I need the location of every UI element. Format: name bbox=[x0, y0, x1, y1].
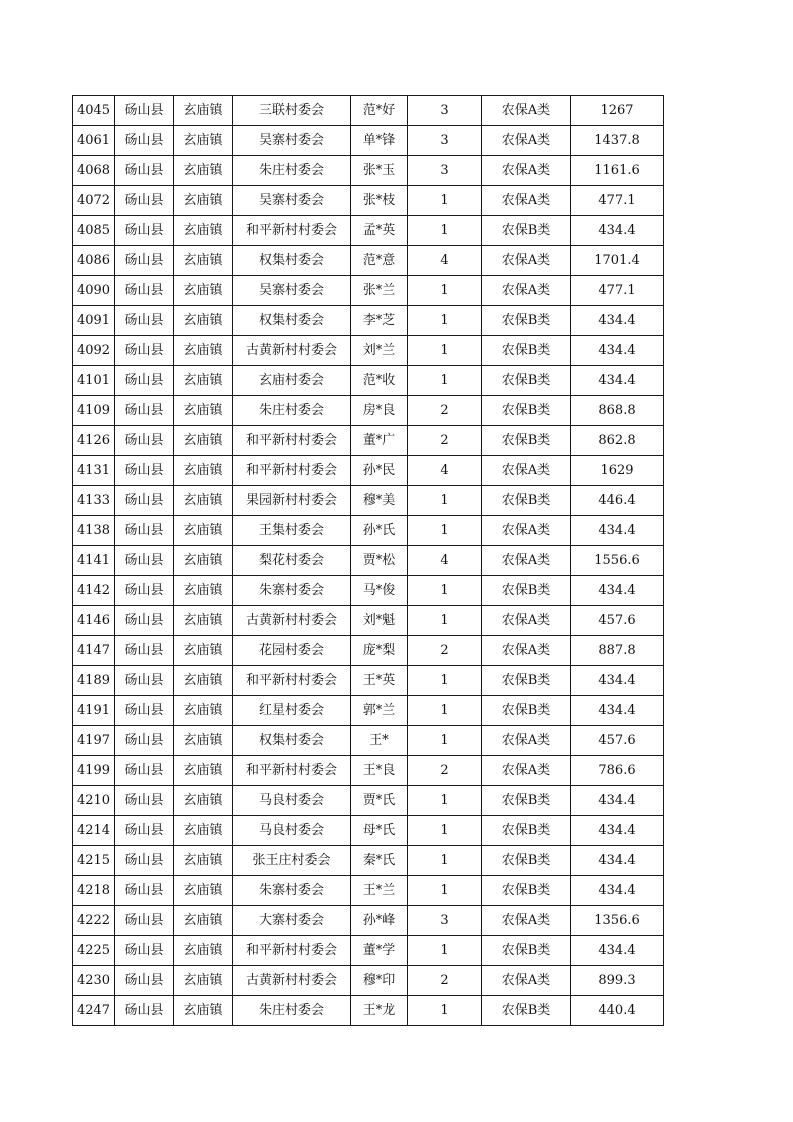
village-cell: 朱庄村委会 bbox=[233, 996, 351, 1026]
record-id-cell: 4126 bbox=[73, 426, 115, 456]
village-cell: 古黄新村村委会 bbox=[233, 336, 351, 366]
table-row bbox=[73, 516, 664, 546]
county-cell: 砀山县 bbox=[115, 366, 174, 396]
household-size-cell: 2 bbox=[408, 396, 482, 426]
name-cell: 郭*兰 bbox=[351, 696, 408, 726]
village-cell: 红星村委会 bbox=[233, 696, 351, 726]
record-id-cell: 4141 bbox=[73, 546, 115, 576]
table-row bbox=[73, 936, 664, 966]
county-cell: 砀山县 bbox=[115, 186, 174, 216]
name-cell: 穆*美 bbox=[351, 486, 408, 516]
amount-cell: 1161.6 bbox=[571, 156, 664, 186]
name-cell: 张*枝 bbox=[351, 186, 408, 216]
household-size-cell: 4 bbox=[408, 546, 482, 576]
amount-cell: 446.4 bbox=[571, 486, 664, 516]
village-cell: 和平新村村委会 bbox=[233, 666, 351, 696]
record-id-cell: 4218 bbox=[73, 876, 115, 906]
table-row bbox=[73, 846, 664, 876]
county-cell: 砀山县 bbox=[115, 306, 174, 336]
record-id-cell: 4199 bbox=[73, 756, 115, 786]
town-cell: 玄庙镇 bbox=[174, 966, 233, 996]
town-cell: 玄庙镇 bbox=[174, 456, 233, 486]
category-cell: 农保B类 bbox=[482, 666, 571, 696]
name-cell: 范*好 bbox=[351, 96, 408, 126]
town-cell: 玄庙镇 bbox=[174, 666, 233, 696]
category-cell: 农保B类 bbox=[482, 216, 571, 246]
table-row bbox=[73, 636, 664, 666]
amount-cell: 457.6 bbox=[571, 726, 664, 756]
county-cell: 砀山县 bbox=[115, 786, 174, 816]
name-cell: 刘*兰 bbox=[351, 336, 408, 366]
amount-cell: 786.6 bbox=[571, 756, 664, 786]
town-cell: 玄庙镇 bbox=[174, 786, 233, 816]
table-row bbox=[73, 96, 664, 126]
record-id-cell: 4072 bbox=[73, 186, 115, 216]
table-row bbox=[73, 726, 664, 756]
record-id-cell: 4215 bbox=[73, 846, 115, 876]
household-size-cell: 2 bbox=[408, 426, 482, 456]
household-size-cell: 2 bbox=[408, 756, 482, 786]
table-row bbox=[73, 906, 664, 936]
table-row bbox=[73, 546, 664, 576]
town-cell: 玄庙镇 bbox=[174, 126, 233, 156]
name-cell: 董*广 bbox=[351, 426, 408, 456]
household-size-cell: 1 bbox=[408, 696, 482, 726]
county-cell: 砀山县 bbox=[115, 876, 174, 906]
amount-cell: 434.4 bbox=[571, 306, 664, 336]
county-cell: 砀山县 bbox=[115, 636, 174, 666]
town-cell: 玄庙镇 bbox=[174, 576, 233, 606]
table-row bbox=[73, 186, 664, 216]
name-cell: 孙*峰 bbox=[351, 906, 408, 936]
table-row bbox=[73, 786, 664, 816]
household-size-cell: 1 bbox=[408, 366, 482, 396]
name-cell: 庞*梨 bbox=[351, 636, 408, 666]
town-cell: 玄庙镇 bbox=[174, 516, 233, 546]
household-size-cell: 4 bbox=[408, 246, 482, 276]
record-id-cell: 4068 bbox=[73, 156, 115, 186]
category-cell: 农保A类 bbox=[482, 126, 571, 156]
amount-cell: 887.8 bbox=[571, 636, 664, 666]
record-id-cell: 4197 bbox=[73, 726, 115, 756]
name-cell: 张*玉 bbox=[351, 156, 408, 186]
village-cell: 玄庙村委会 bbox=[233, 366, 351, 396]
household-size-cell: 1 bbox=[408, 606, 482, 636]
village-cell: 花园村委会 bbox=[233, 636, 351, 666]
household-size-cell: 1 bbox=[408, 786, 482, 816]
category-cell: 农保A类 bbox=[482, 546, 571, 576]
amount-cell: 434.4 bbox=[571, 786, 664, 816]
town-cell: 玄庙镇 bbox=[174, 336, 233, 366]
table-row bbox=[73, 156, 664, 186]
name-cell: 穆*印 bbox=[351, 966, 408, 996]
county-cell: 砀山县 bbox=[115, 336, 174, 366]
category-cell: 农保A类 bbox=[482, 96, 571, 126]
town-cell: 玄庙镇 bbox=[174, 216, 233, 246]
category-cell: 农保B类 bbox=[482, 396, 571, 426]
county-cell: 砀山县 bbox=[115, 906, 174, 936]
category-cell: 农保B类 bbox=[482, 306, 571, 336]
county-cell: 砀山县 bbox=[115, 426, 174, 456]
household-size-cell: 3 bbox=[408, 126, 482, 156]
county-cell: 砀山县 bbox=[115, 126, 174, 156]
category-cell: 农保B类 bbox=[482, 936, 571, 966]
category-cell: 农保A类 bbox=[482, 276, 571, 306]
name-cell: 范*收 bbox=[351, 366, 408, 396]
category-cell: 农保A类 bbox=[482, 246, 571, 276]
name-cell: 王* bbox=[351, 726, 408, 756]
name-cell: 董*学 bbox=[351, 936, 408, 966]
table-row bbox=[73, 426, 664, 456]
amount-cell: 477.1 bbox=[571, 276, 664, 306]
household-size-cell: 1 bbox=[408, 936, 482, 966]
category-cell: 农保A类 bbox=[482, 906, 571, 936]
village-cell: 王集村委会 bbox=[233, 516, 351, 546]
table-row bbox=[73, 756, 664, 786]
amount-cell: 1356.6 bbox=[571, 906, 664, 936]
household-size-cell: 1 bbox=[408, 846, 482, 876]
county-cell: 砀山县 bbox=[115, 396, 174, 426]
category-cell: 农保B类 bbox=[482, 876, 571, 906]
name-cell: 范*意 bbox=[351, 246, 408, 276]
amount-cell: 434.4 bbox=[571, 366, 664, 396]
county-cell: 砀山县 bbox=[115, 216, 174, 246]
county-cell: 砀山县 bbox=[115, 486, 174, 516]
category-cell: 农保B类 bbox=[482, 486, 571, 516]
name-cell: 贾*松 bbox=[351, 546, 408, 576]
name-cell: 马*俊 bbox=[351, 576, 408, 606]
table-row bbox=[73, 606, 664, 636]
category-cell: 农保B类 bbox=[482, 786, 571, 816]
record-id-cell: 4092 bbox=[73, 336, 115, 366]
amount-cell: 440.4 bbox=[571, 996, 664, 1026]
record-id-cell: 4061 bbox=[73, 126, 115, 156]
village-cell: 权集村委会 bbox=[233, 726, 351, 756]
amount-cell: 899.3 bbox=[571, 966, 664, 996]
amount-cell: 434.4 bbox=[571, 516, 664, 546]
household-size-cell: 1 bbox=[408, 726, 482, 756]
town-cell: 玄庙镇 bbox=[174, 486, 233, 516]
county-cell: 砀山县 bbox=[115, 936, 174, 966]
town-cell: 玄庙镇 bbox=[174, 546, 233, 576]
amount-cell: 1437.8 bbox=[571, 126, 664, 156]
town-cell: 玄庙镇 bbox=[174, 186, 233, 216]
table-row bbox=[73, 126, 664, 156]
record-id-cell: 4101 bbox=[73, 366, 115, 396]
town-cell: 玄庙镇 bbox=[174, 96, 233, 126]
village-cell: 古黄新村村委会 bbox=[233, 606, 351, 636]
village-cell: 朱庄村委会 bbox=[233, 156, 351, 186]
village-cell: 和平新村村委会 bbox=[233, 216, 351, 246]
name-cell: 孟*英 bbox=[351, 216, 408, 246]
name-cell: 王*兰 bbox=[351, 876, 408, 906]
record-id-cell: 4045 bbox=[73, 96, 115, 126]
name-cell: 王*英 bbox=[351, 666, 408, 696]
village-cell: 权集村委会 bbox=[233, 246, 351, 276]
table-row bbox=[73, 696, 664, 726]
county-cell: 砀山县 bbox=[115, 606, 174, 636]
category-cell: 农保B类 bbox=[482, 366, 571, 396]
amount-cell: 434.4 bbox=[571, 216, 664, 246]
amount-cell: 1556.6 bbox=[571, 546, 664, 576]
village-cell: 权集村委会 bbox=[233, 306, 351, 336]
household-size-cell: 3 bbox=[408, 156, 482, 186]
county-cell: 砀山县 bbox=[115, 816, 174, 846]
village-cell: 大寨村委会 bbox=[233, 906, 351, 936]
table-row bbox=[73, 366, 664, 396]
category-cell: 农保A类 bbox=[482, 636, 571, 666]
county-cell: 砀山县 bbox=[115, 666, 174, 696]
household-size-cell: 3 bbox=[408, 906, 482, 936]
household-size-cell: 1 bbox=[408, 876, 482, 906]
town-cell: 玄庙镇 bbox=[174, 996, 233, 1026]
county-cell: 砀山县 bbox=[115, 516, 174, 546]
table-row bbox=[73, 456, 664, 486]
record-id-cell: 4147 bbox=[73, 636, 115, 666]
household-size-cell: 1 bbox=[408, 816, 482, 846]
category-cell: 农保A类 bbox=[482, 456, 571, 486]
record-id-cell: 4189 bbox=[73, 666, 115, 696]
village-cell: 古黄新村村委会 bbox=[233, 966, 351, 996]
record-id-cell: 4109 bbox=[73, 396, 115, 426]
amount-cell: 434.4 bbox=[571, 336, 664, 366]
record-id-cell: 4225 bbox=[73, 936, 115, 966]
county-cell: 砀山县 bbox=[115, 246, 174, 276]
county-cell: 砀山县 bbox=[115, 966, 174, 996]
town-cell: 玄庙镇 bbox=[174, 396, 233, 426]
table-body bbox=[73, 96, 664, 1026]
village-cell: 朱寨村委会 bbox=[233, 576, 351, 606]
name-cell: 张*兰 bbox=[351, 276, 408, 306]
name-cell: 王*龙 bbox=[351, 996, 408, 1026]
table-row bbox=[73, 576, 664, 606]
amount-cell: 434.4 bbox=[571, 816, 664, 846]
household-size-cell: 1 bbox=[408, 666, 482, 696]
name-cell: 贾*氏 bbox=[351, 786, 408, 816]
amount-cell: 434.4 bbox=[571, 876, 664, 906]
record-id-cell: 4086 bbox=[73, 246, 115, 276]
record-id-cell: 4210 bbox=[73, 786, 115, 816]
category-cell: 农保B类 bbox=[482, 576, 571, 606]
county-cell: 砀山县 bbox=[115, 546, 174, 576]
village-cell: 吴寨村委会 bbox=[233, 126, 351, 156]
household-size-cell: 1 bbox=[408, 486, 482, 516]
table-row bbox=[73, 306, 664, 336]
table-row bbox=[73, 396, 664, 426]
name-cell: 房*良 bbox=[351, 396, 408, 426]
household-size-cell: 2 bbox=[408, 966, 482, 996]
name-cell: 单*锋 bbox=[351, 126, 408, 156]
village-cell: 和平新村村委会 bbox=[233, 756, 351, 786]
table-row bbox=[73, 336, 664, 366]
category-cell: 农保B类 bbox=[482, 846, 571, 876]
table-row bbox=[73, 246, 664, 276]
village-cell: 张王庄村委会 bbox=[233, 846, 351, 876]
town-cell: 玄庙镇 bbox=[174, 306, 233, 336]
record-id-cell: 4085 bbox=[73, 216, 115, 246]
county-cell: 砀山县 bbox=[115, 846, 174, 876]
village-cell: 梨花村委会 bbox=[233, 546, 351, 576]
category-cell: 农保A类 bbox=[482, 606, 571, 636]
category-cell: 农保A类 bbox=[482, 156, 571, 186]
amount-cell: 862.8 bbox=[571, 426, 664, 456]
amount-cell: 1629 bbox=[571, 456, 664, 486]
table-row bbox=[73, 876, 664, 906]
category-cell: 农保B类 bbox=[482, 696, 571, 726]
amount-cell: 1267 bbox=[571, 96, 664, 126]
village-cell: 三联村委会 bbox=[233, 96, 351, 126]
village-cell: 和平新村村委会 bbox=[233, 936, 351, 966]
name-cell: 刘*魁 bbox=[351, 606, 408, 636]
town-cell: 玄庙镇 bbox=[174, 726, 233, 756]
town-cell: 玄庙镇 bbox=[174, 426, 233, 456]
record-id-cell: 4091 bbox=[73, 306, 115, 336]
table-row bbox=[73, 666, 664, 696]
category-cell: 农保A类 bbox=[482, 756, 571, 786]
record-id-cell: 4138 bbox=[73, 516, 115, 546]
category-cell: 农保B类 bbox=[482, 336, 571, 366]
county-cell: 砀山县 bbox=[115, 96, 174, 126]
table-row bbox=[73, 486, 664, 516]
name-cell: 母*氏 bbox=[351, 816, 408, 846]
record-id-cell: 4214 bbox=[73, 816, 115, 846]
record-id-cell: 4222 bbox=[73, 906, 115, 936]
town-cell: 玄庙镇 bbox=[174, 636, 233, 666]
category-cell: 农保B类 bbox=[482, 426, 571, 456]
town-cell: 玄庙镇 bbox=[174, 816, 233, 846]
category-cell: 农保A类 bbox=[482, 516, 571, 546]
household-size-cell: 1 bbox=[408, 276, 482, 306]
household-size-cell: 1 bbox=[408, 576, 482, 606]
household-size-cell: 2 bbox=[408, 636, 482, 666]
household-size-cell: 1 bbox=[408, 996, 482, 1026]
village-cell: 吴寨村委会 bbox=[233, 276, 351, 306]
county-cell: 砀山县 bbox=[115, 276, 174, 306]
village-cell: 和平新村村委会 bbox=[233, 456, 351, 486]
data-table bbox=[72, 95, 664, 1026]
record-id-cell: 4230 bbox=[73, 966, 115, 996]
village-cell: 果园新村村委会 bbox=[233, 486, 351, 516]
county-cell: 砀山县 bbox=[115, 576, 174, 606]
amount-cell: 434.4 bbox=[571, 696, 664, 726]
household-size-cell: 1 bbox=[408, 186, 482, 216]
record-id-cell: 4142 bbox=[73, 576, 115, 606]
household-size-cell: 4 bbox=[408, 456, 482, 486]
town-cell: 玄庙镇 bbox=[174, 276, 233, 306]
county-cell: 砀山县 bbox=[115, 696, 174, 726]
record-id-cell: 4131 bbox=[73, 456, 115, 486]
table-row bbox=[73, 816, 664, 846]
record-id-cell: 4146 bbox=[73, 606, 115, 636]
town-cell: 玄庙镇 bbox=[174, 876, 233, 906]
village-cell: 马良村委会 bbox=[233, 786, 351, 816]
town-cell: 玄庙镇 bbox=[174, 156, 233, 186]
amount-cell: 477.1 bbox=[571, 186, 664, 216]
household-size-cell: 1 bbox=[408, 336, 482, 366]
amount-cell: 434.4 bbox=[571, 846, 664, 876]
record-id-cell: 4133 bbox=[73, 486, 115, 516]
category-cell: 农保A类 bbox=[482, 726, 571, 756]
town-cell: 玄庙镇 bbox=[174, 366, 233, 396]
village-cell: 吴寨村委会 bbox=[233, 186, 351, 216]
village-cell: 朱寨村委会 bbox=[233, 876, 351, 906]
county-cell: 砀山县 bbox=[115, 756, 174, 786]
category-cell: 农保B类 bbox=[482, 996, 571, 1026]
table-row bbox=[73, 996, 664, 1026]
record-id-cell: 4090 bbox=[73, 276, 115, 306]
town-cell: 玄庙镇 bbox=[174, 936, 233, 966]
amount-cell: 457.6 bbox=[571, 606, 664, 636]
town-cell: 玄庙镇 bbox=[174, 906, 233, 936]
table-row bbox=[73, 216, 664, 246]
name-cell: 李*芝 bbox=[351, 306, 408, 336]
town-cell: 玄庙镇 bbox=[174, 846, 233, 876]
amount-cell: 434.4 bbox=[571, 666, 664, 696]
county-cell: 砀山县 bbox=[115, 156, 174, 186]
name-cell: 王*良 bbox=[351, 756, 408, 786]
table-row bbox=[73, 966, 664, 996]
name-cell: 孙*氏 bbox=[351, 516, 408, 546]
town-cell: 玄庙镇 bbox=[174, 696, 233, 726]
village-cell: 马良村委会 bbox=[233, 816, 351, 846]
category-cell: 农保A类 bbox=[482, 966, 571, 996]
household-size-cell: 1 bbox=[408, 306, 482, 336]
town-cell: 玄庙镇 bbox=[174, 246, 233, 276]
category-cell: 农保B类 bbox=[482, 816, 571, 846]
amount-cell: 868.8 bbox=[571, 396, 664, 426]
county-cell: 砀山县 bbox=[115, 726, 174, 756]
table-row bbox=[73, 276, 664, 306]
record-id-cell: 4191 bbox=[73, 696, 115, 726]
village-cell: 和平新村村委会 bbox=[233, 426, 351, 456]
category-cell: 农保A类 bbox=[482, 186, 571, 216]
record-id-cell: 4247 bbox=[73, 996, 115, 1026]
household-size-cell: 3 bbox=[408, 96, 482, 126]
household-size-cell: 1 bbox=[408, 516, 482, 546]
town-cell: 玄庙镇 bbox=[174, 606, 233, 636]
name-cell: 孙*民 bbox=[351, 456, 408, 486]
amount-cell: 434.4 bbox=[571, 936, 664, 966]
amount-cell: 1701.4 bbox=[571, 246, 664, 276]
amount-cell: 434.4 bbox=[571, 576, 664, 606]
name-cell: 秦*氏 bbox=[351, 846, 408, 876]
county-cell: 砀山县 bbox=[115, 996, 174, 1026]
county-cell: 砀山县 bbox=[115, 456, 174, 486]
town-cell: 玄庙镇 bbox=[174, 756, 233, 786]
village-cell: 朱庄村委会 bbox=[233, 396, 351, 426]
household-size-cell: 1 bbox=[408, 216, 482, 246]
